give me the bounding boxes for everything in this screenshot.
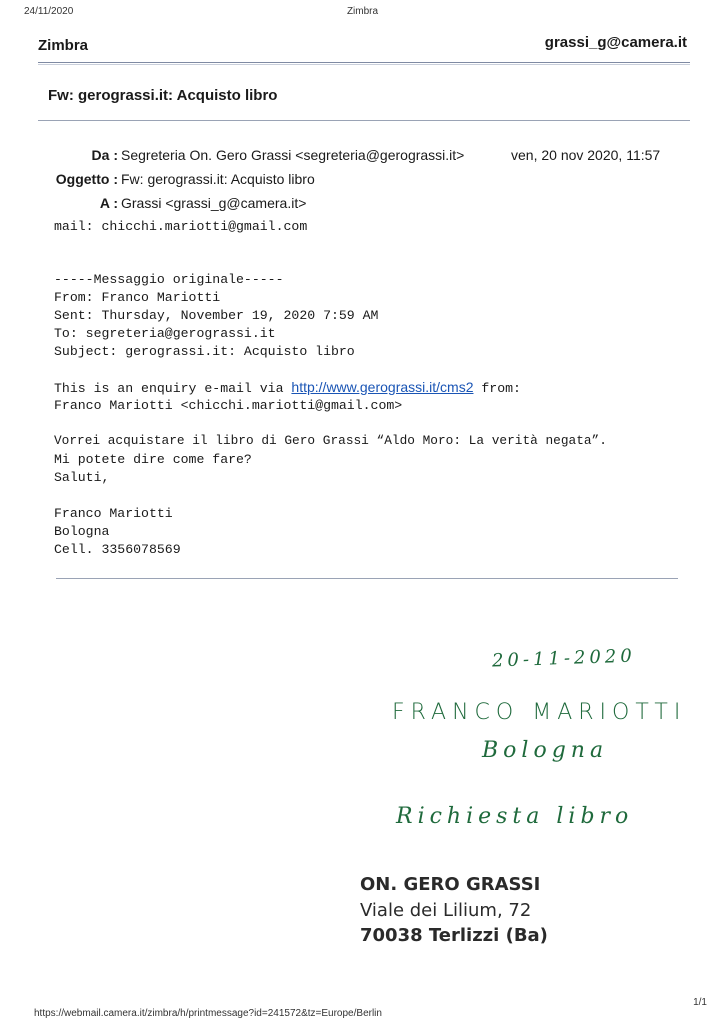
title-rule — [38, 120, 690, 121]
handwritten-name: FRANCO MARIOTTI — [392, 700, 687, 725]
stamp-city: 70038 Terlizzi (Ba) — [360, 925, 548, 946]
stamp-name: ON. GERO GRASSI — [360, 874, 541, 895]
original-separator: -----Messaggio originale----- — [54, 272, 284, 287]
request-line-2: Mi potete dire come fare? — [54, 452, 252, 467]
signature-cell: Cell. 3356078569 — [54, 542, 181, 557]
stamp-street: Viale dei Lilium, 72 — [360, 900, 532, 921]
handwritten-city: Bologna — [482, 738, 609, 763]
mail-line: mail: chicchi.mariotti@gmail.com — [54, 219, 308, 234]
subject-label: Oggetto : — [55, 171, 118, 187]
enquiry-line — [54, 379, 521, 396]
original-to: To: segreteria@gerograssi.it — [54, 326, 276, 341]
sender-line: Franco Mariotti <chicchi.mariotti@gmail.com> — [54, 398, 403, 413]
original-subject: Subject: gerograssi.it: Acquisto libro — [54, 344, 355, 359]
print-url: https://webmail.camera.it/zimbra/h/printmessage?id=241572&tz=Europe/Berlin — [34, 1008, 382, 1019]
greeting: Saluti, — [54, 470, 110, 485]
from-label: Da : — [91, 147, 118, 163]
print-date: 24/11/2020 — [24, 6, 74, 17]
footer-rule — [56, 578, 678, 579]
request-line-1: Vorrei acquistare il libro di Gero Grassi “Aldo Moro: La verità negata”. — [54, 433, 607, 448]
to-label: A : — [99, 195, 118, 211]
account-email: grassi_g@camera.it — [544, 34, 687, 51]
enquiry-text: This is an enquiry e-mail via — [54, 381, 292, 396]
app-name: Zimbra — [38, 37, 89, 54]
message-date: ven, 20 nov 2020, 11:57 — [511, 147, 661, 163]
signature-name: Franco Mariotti — [54, 506, 173, 521]
enquiry-from: from: — [473, 381, 521, 396]
to-value: Grassi <grassi_g@camera.it> — [121, 195, 307, 211]
original-sent: Sent: Thursday, November 19, 2020 7:59 AM — [54, 308, 379, 323]
subject-value: Fw: gerograssi.it: Acquisto libro — [121, 171, 315, 187]
handwritten-date: 20-11-2020 — [491, 645, 637, 672]
gerograssi-link[interactable]: http://www.gerograssi.it/cms2 — [291, 379, 474, 395]
header-rule — [38, 62, 690, 63]
signature-city: Bologna — [54, 524, 110, 539]
page-number: 1/1 — [693, 997, 707, 1008]
from-value: Segreteria On. Gero Grassi <segreteria@gerograssi.it> — [121, 147, 465, 163]
print-title: Zimbra — [346, 6, 379, 17]
message-title: Fw: gerograssi.it: Acquisto libro — [48, 87, 278, 104]
original-from: From: Franco Mariotti — [54, 290, 221, 305]
handwritten-note: Richiesta libro — [396, 804, 634, 829]
